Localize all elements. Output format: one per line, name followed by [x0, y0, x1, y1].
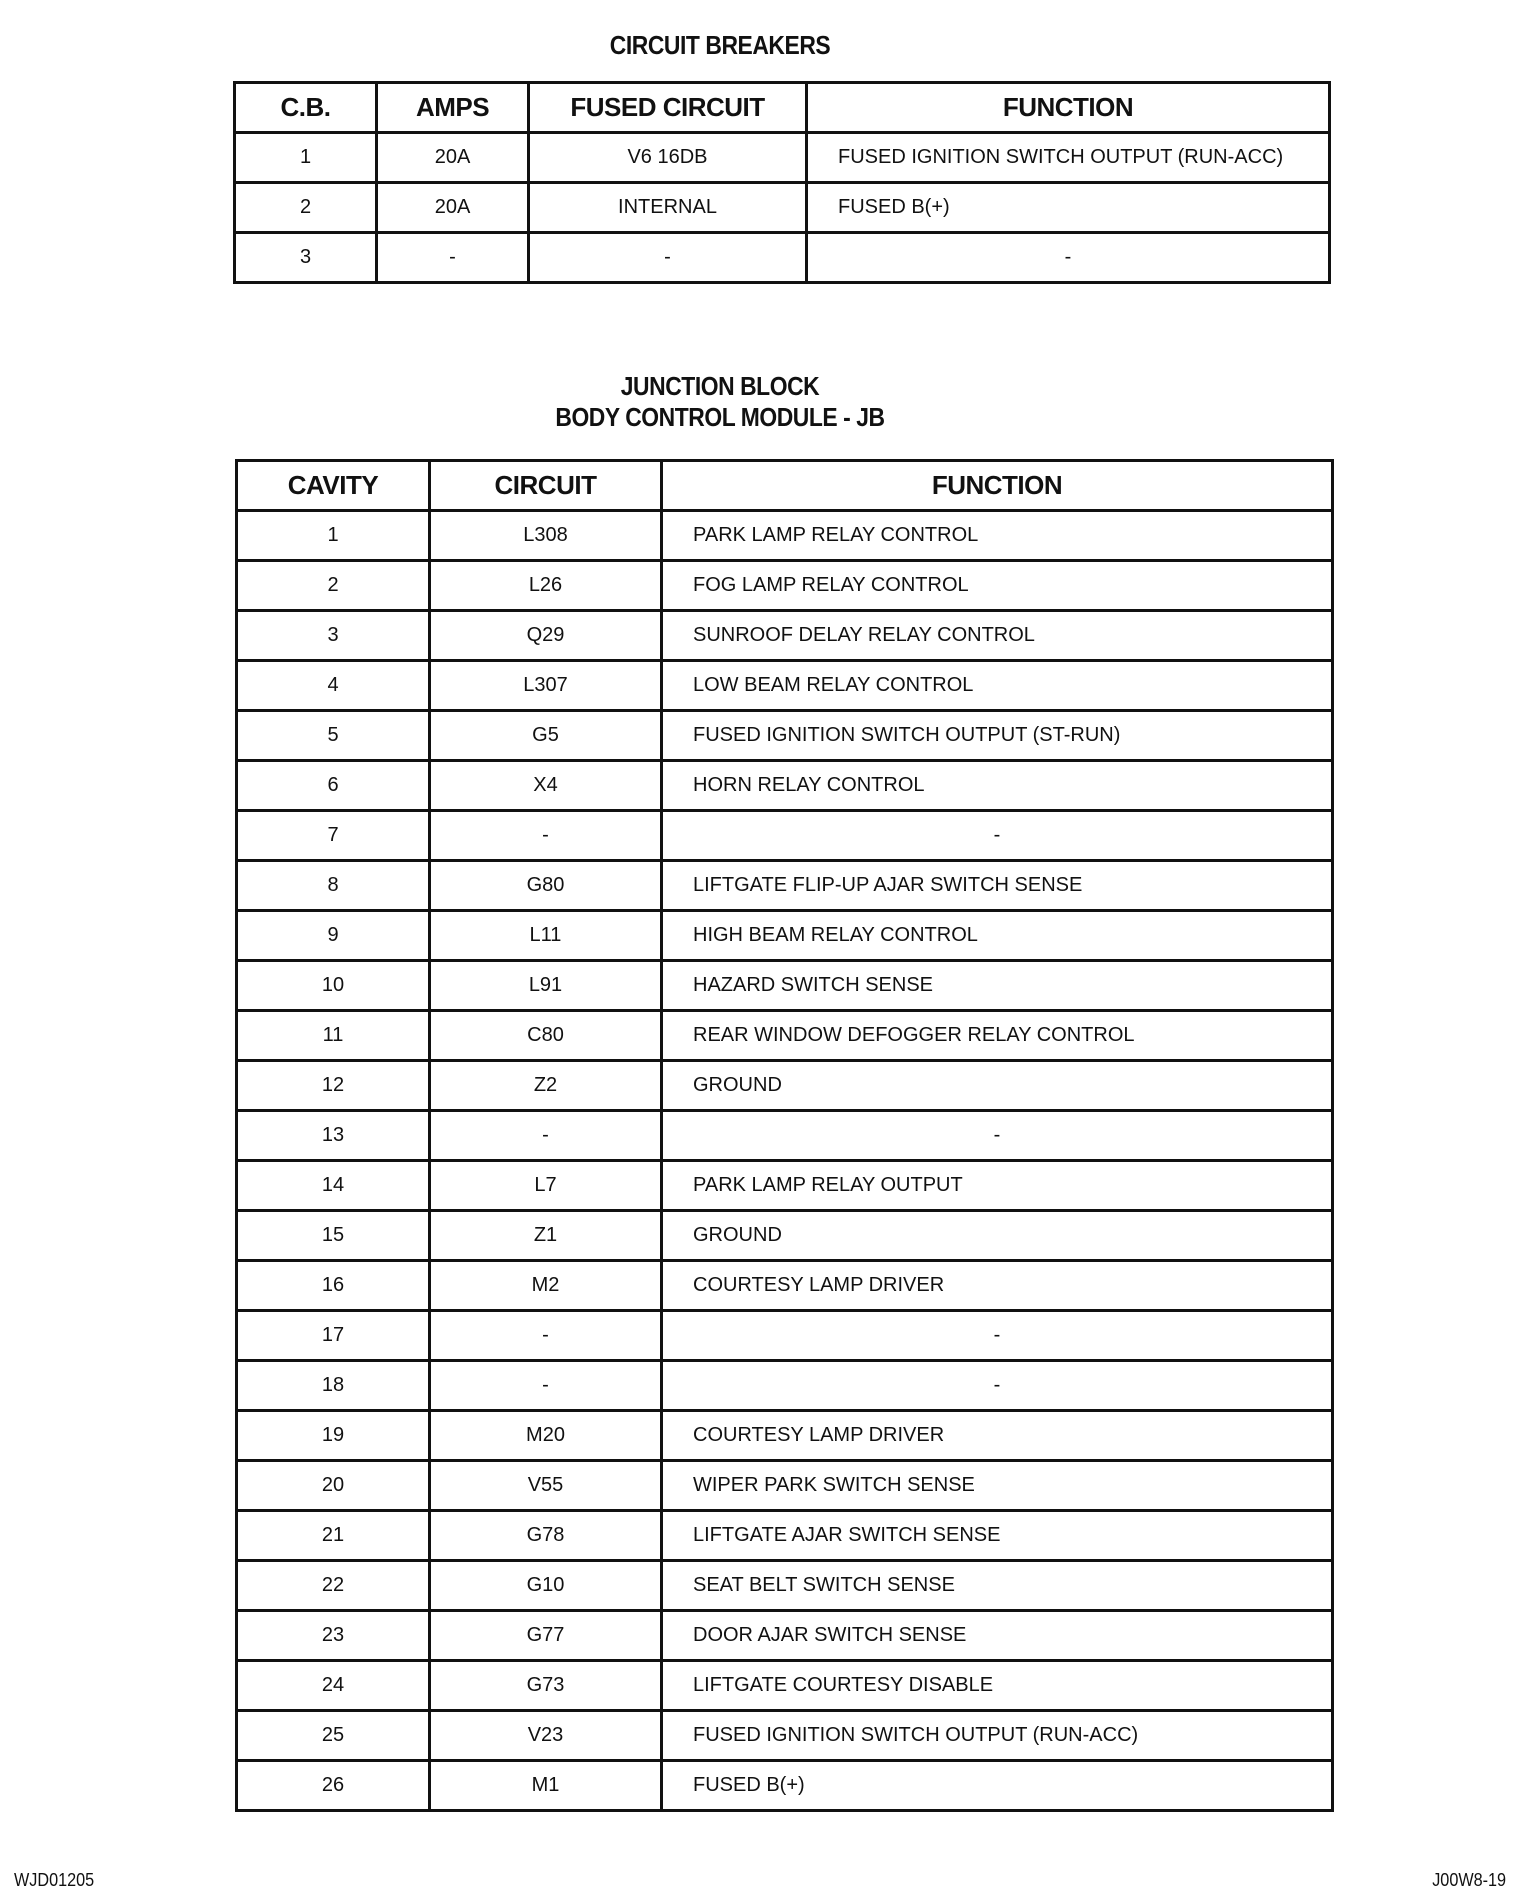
cavity-cell: 1 — [237, 511, 430, 561]
circuit-cell: L11 — [430, 911, 662, 961]
function-cell: FUSED IGNITION SWITCH OUTPUT (RUN-ACC) — [807, 133, 1330, 183]
header-function: FUNCTION — [662, 461, 1333, 511]
cavity-cell: 16 — [237, 1261, 430, 1311]
cb-number-cell: 1 — [235, 133, 377, 183]
circuit-breakers-title: CIRCUIT BREAKERS — [609, 30, 831, 60]
circuit-cell: G80 — [430, 861, 662, 911]
fused-circuit-cell: INTERNAL — [529, 183, 807, 233]
function-cell: SUNROOF DELAY RELAY CONTROL — [662, 611, 1333, 661]
function-cell: - — [662, 1361, 1333, 1411]
function-cell: GROUND — [662, 1061, 1333, 1111]
cavity-cell: 9 — [237, 911, 430, 961]
function-cell: COURTESY LAMP DRIVER — [662, 1261, 1333, 1311]
function-cell: SEAT BELT SWITCH SENSE — [662, 1561, 1333, 1611]
function-cell: FUSED B(+) — [807, 183, 1330, 233]
circuit-cell: G73 — [430, 1661, 662, 1711]
table-row — [237, 1061, 1333, 1111]
circuit-cell: C80 — [430, 1011, 662, 1061]
table-row — [235, 233, 1330, 283]
circuit-cell: - — [430, 811, 662, 861]
circuit-cell: G77 — [430, 1611, 662, 1661]
table-row — [237, 1561, 1333, 1611]
header-function: FUNCTION — [807, 83, 1330, 133]
function-cell: HAZARD SWITCH SENSE — [662, 961, 1333, 1011]
table-row — [237, 1011, 1333, 1061]
circuit-cell: - — [430, 1111, 662, 1161]
cavity-cell: 25 — [237, 1711, 430, 1761]
cavity-cell: 3 — [237, 611, 430, 661]
circuit-cell: M1 — [430, 1761, 662, 1811]
cavity-cell: 20 — [237, 1461, 430, 1511]
table-row — [237, 611, 1333, 661]
cavity-cell: 2 — [237, 561, 430, 611]
function-cell: - — [807, 233, 1330, 283]
circuit-cell: Z1 — [430, 1211, 662, 1261]
table-row — [237, 1361, 1333, 1411]
circuit-cell: L26 — [430, 561, 662, 611]
function-cell: WIPER PARK SWITCH SENSE — [662, 1461, 1333, 1511]
table-row — [237, 1211, 1333, 1261]
function-cell: FUSED IGNITION SWITCH OUTPUT (RUN-ACC) — [662, 1711, 1333, 1761]
amps-cell: - — [377, 233, 529, 283]
cavity-cell: 24 — [237, 1661, 430, 1711]
header-fused-circuit: FUSED CIRCUIT — [529, 83, 807, 133]
amps-cell: 20A — [377, 133, 529, 183]
junction-block-subtitle: BODY CONTROL MODULE - JB — [555, 402, 885, 432]
circuit-cell: X4 — [430, 761, 662, 811]
circuit-cell: V55 — [430, 1461, 662, 1511]
cavity-cell: 15 — [237, 1211, 430, 1261]
cavity-cell: 23 — [237, 1611, 430, 1661]
table-row — [237, 911, 1333, 961]
circuit-cell: G5 — [430, 711, 662, 761]
circuit-cell: L91 — [430, 961, 662, 1011]
table-row — [237, 1311, 1333, 1361]
footer-left-code: WJD01205 — [14, 1870, 95, 1890]
function-cell: COURTESY LAMP DRIVER — [662, 1411, 1333, 1461]
cavity-cell: 14 — [237, 1161, 430, 1211]
cavity-cell: 12 — [237, 1061, 430, 1111]
table-row — [237, 1511, 1333, 1561]
header-circuit: CIRCUIT — [430, 461, 662, 511]
header-amps: AMPS — [377, 83, 529, 133]
function-cell: LOW BEAM RELAY CONTROL — [662, 661, 1333, 711]
circuit-cell: G10 — [430, 1561, 662, 1611]
circuit-cell: M2 — [430, 1261, 662, 1311]
table-row — [237, 561, 1333, 611]
table-row — [237, 1161, 1333, 1211]
cavity-cell: 21 — [237, 1511, 430, 1561]
cavity-cell: 4 — [237, 661, 430, 711]
table-row — [235, 183, 1330, 233]
cavity-cell: 5 — [237, 711, 430, 761]
cavity-cell: 11 — [237, 1011, 430, 1061]
table-row — [237, 711, 1333, 761]
header-row — [235, 83, 1330, 133]
function-cell: FOG LAMP RELAY CONTROL — [662, 561, 1333, 611]
table-row — [237, 511, 1333, 561]
header-cavity: CAVITY — [237, 461, 430, 511]
circuit-cell: Q29 — [430, 611, 662, 661]
fused-circuit-cell: V6 16DB — [529, 133, 807, 183]
function-cell: GROUND — [662, 1211, 1333, 1261]
footer-right-code: J00W8-19 — [1432, 1870, 1506, 1890]
cavity-cell: 17 — [237, 1311, 430, 1361]
function-cell: FUSED IGNITION SWITCH OUTPUT (ST-RUN) — [662, 711, 1333, 761]
circuit-cell: M20 — [430, 1411, 662, 1461]
function-cell: HIGH BEAM RELAY CONTROL — [662, 911, 1333, 961]
cavity-cell: 7 — [237, 811, 430, 861]
function-cell: - — [662, 1311, 1333, 1361]
table-row — [237, 961, 1333, 1011]
table-row — [237, 661, 1333, 711]
circuit-breakers-table — [233, 81, 1331, 284]
table-row — [237, 811, 1333, 861]
function-cell: LIFTGATE COURTESY DISABLE — [662, 1661, 1333, 1711]
circuit-cell: L7 — [430, 1161, 662, 1211]
circuit-cell: V23 — [430, 1711, 662, 1761]
function-cell: DOOR AJAR SWITCH SENSE — [662, 1611, 1333, 1661]
cavity-cell: 18 — [237, 1361, 430, 1411]
function-cell: PARK LAMP RELAY CONTROL — [662, 511, 1333, 561]
cavity-cell: 26 — [237, 1761, 430, 1811]
table-row — [237, 1611, 1333, 1661]
circuit-cell: - — [430, 1311, 662, 1361]
function-cell: LIFTGATE FLIP-UP AJAR SWITCH SENSE — [662, 861, 1333, 911]
table-row — [237, 1261, 1333, 1311]
function-cell: - — [662, 811, 1333, 861]
table-row — [237, 1711, 1333, 1761]
function-cell: - — [662, 1111, 1333, 1161]
header-cb: C.B. — [235, 83, 377, 133]
cavity-cell: 6 — [237, 761, 430, 811]
table-row — [235, 133, 1330, 183]
function-cell: LIFTGATE AJAR SWITCH SENSE — [662, 1511, 1333, 1561]
cavity-cell: 19 — [237, 1411, 430, 1461]
table-row — [237, 1461, 1333, 1511]
amps-cell: 20A — [377, 183, 529, 233]
table-row — [237, 1761, 1333, 1811]
junction-block-table — [235, 459, 1334, 1812]
table-row — [237, 761, 1333, 811]
cavity-cell: 8 — [237, 861, 430, 911]
table-row — [237, 1411, 1333, 1461]
cavity-cell: 10 — [237, 961, 430, 1011]
junction-block-title: JUNCTION BLOCK — [620, 371, 820, 401]
header-row — [237, 461, 1333, 511]
function-cell: REAR WINDOW DEFOGGER RELAY CONTROL — [662, 1011, 1333, 1061]
circuit-cell: - — [430, 1361, 662, 1411]
circuit-cell: Z2 — [430, 1061, 662, 1111]
table-row — [237, 1111, 1333, 1161]
cavity-cell: 13 — [237, 1111, 430, 1161]
cb-number-cell: 3 — [235, 233, 377, 283]
function-cell: HORN RELAY CONTROL — [662, 761, 1333, 811]
circuit-cell: G78 — [430, 1511, 662, 1561]
cavity-cell: 22 — [237, 1561, 430, 1611]
function-cell: PARK LAMP RELAY OUTPUT — [662, 1161, 1333, 1211]
circuit-cell: L307 — [430, 661, 662, 711]
function-cell: FUSED B(+) — [662, 1761, 1333, 1811]
table-row — [237, 1661, 1333, 1711]
cb-number-cell: 2 — [235, 183, 377, 233]
circuit-cell: L308 — [430, 511, 662, 561]
fused-circuit-cell: - — [529, 233, 807, 283]
table-row — [237, 861, 1333, 911]
